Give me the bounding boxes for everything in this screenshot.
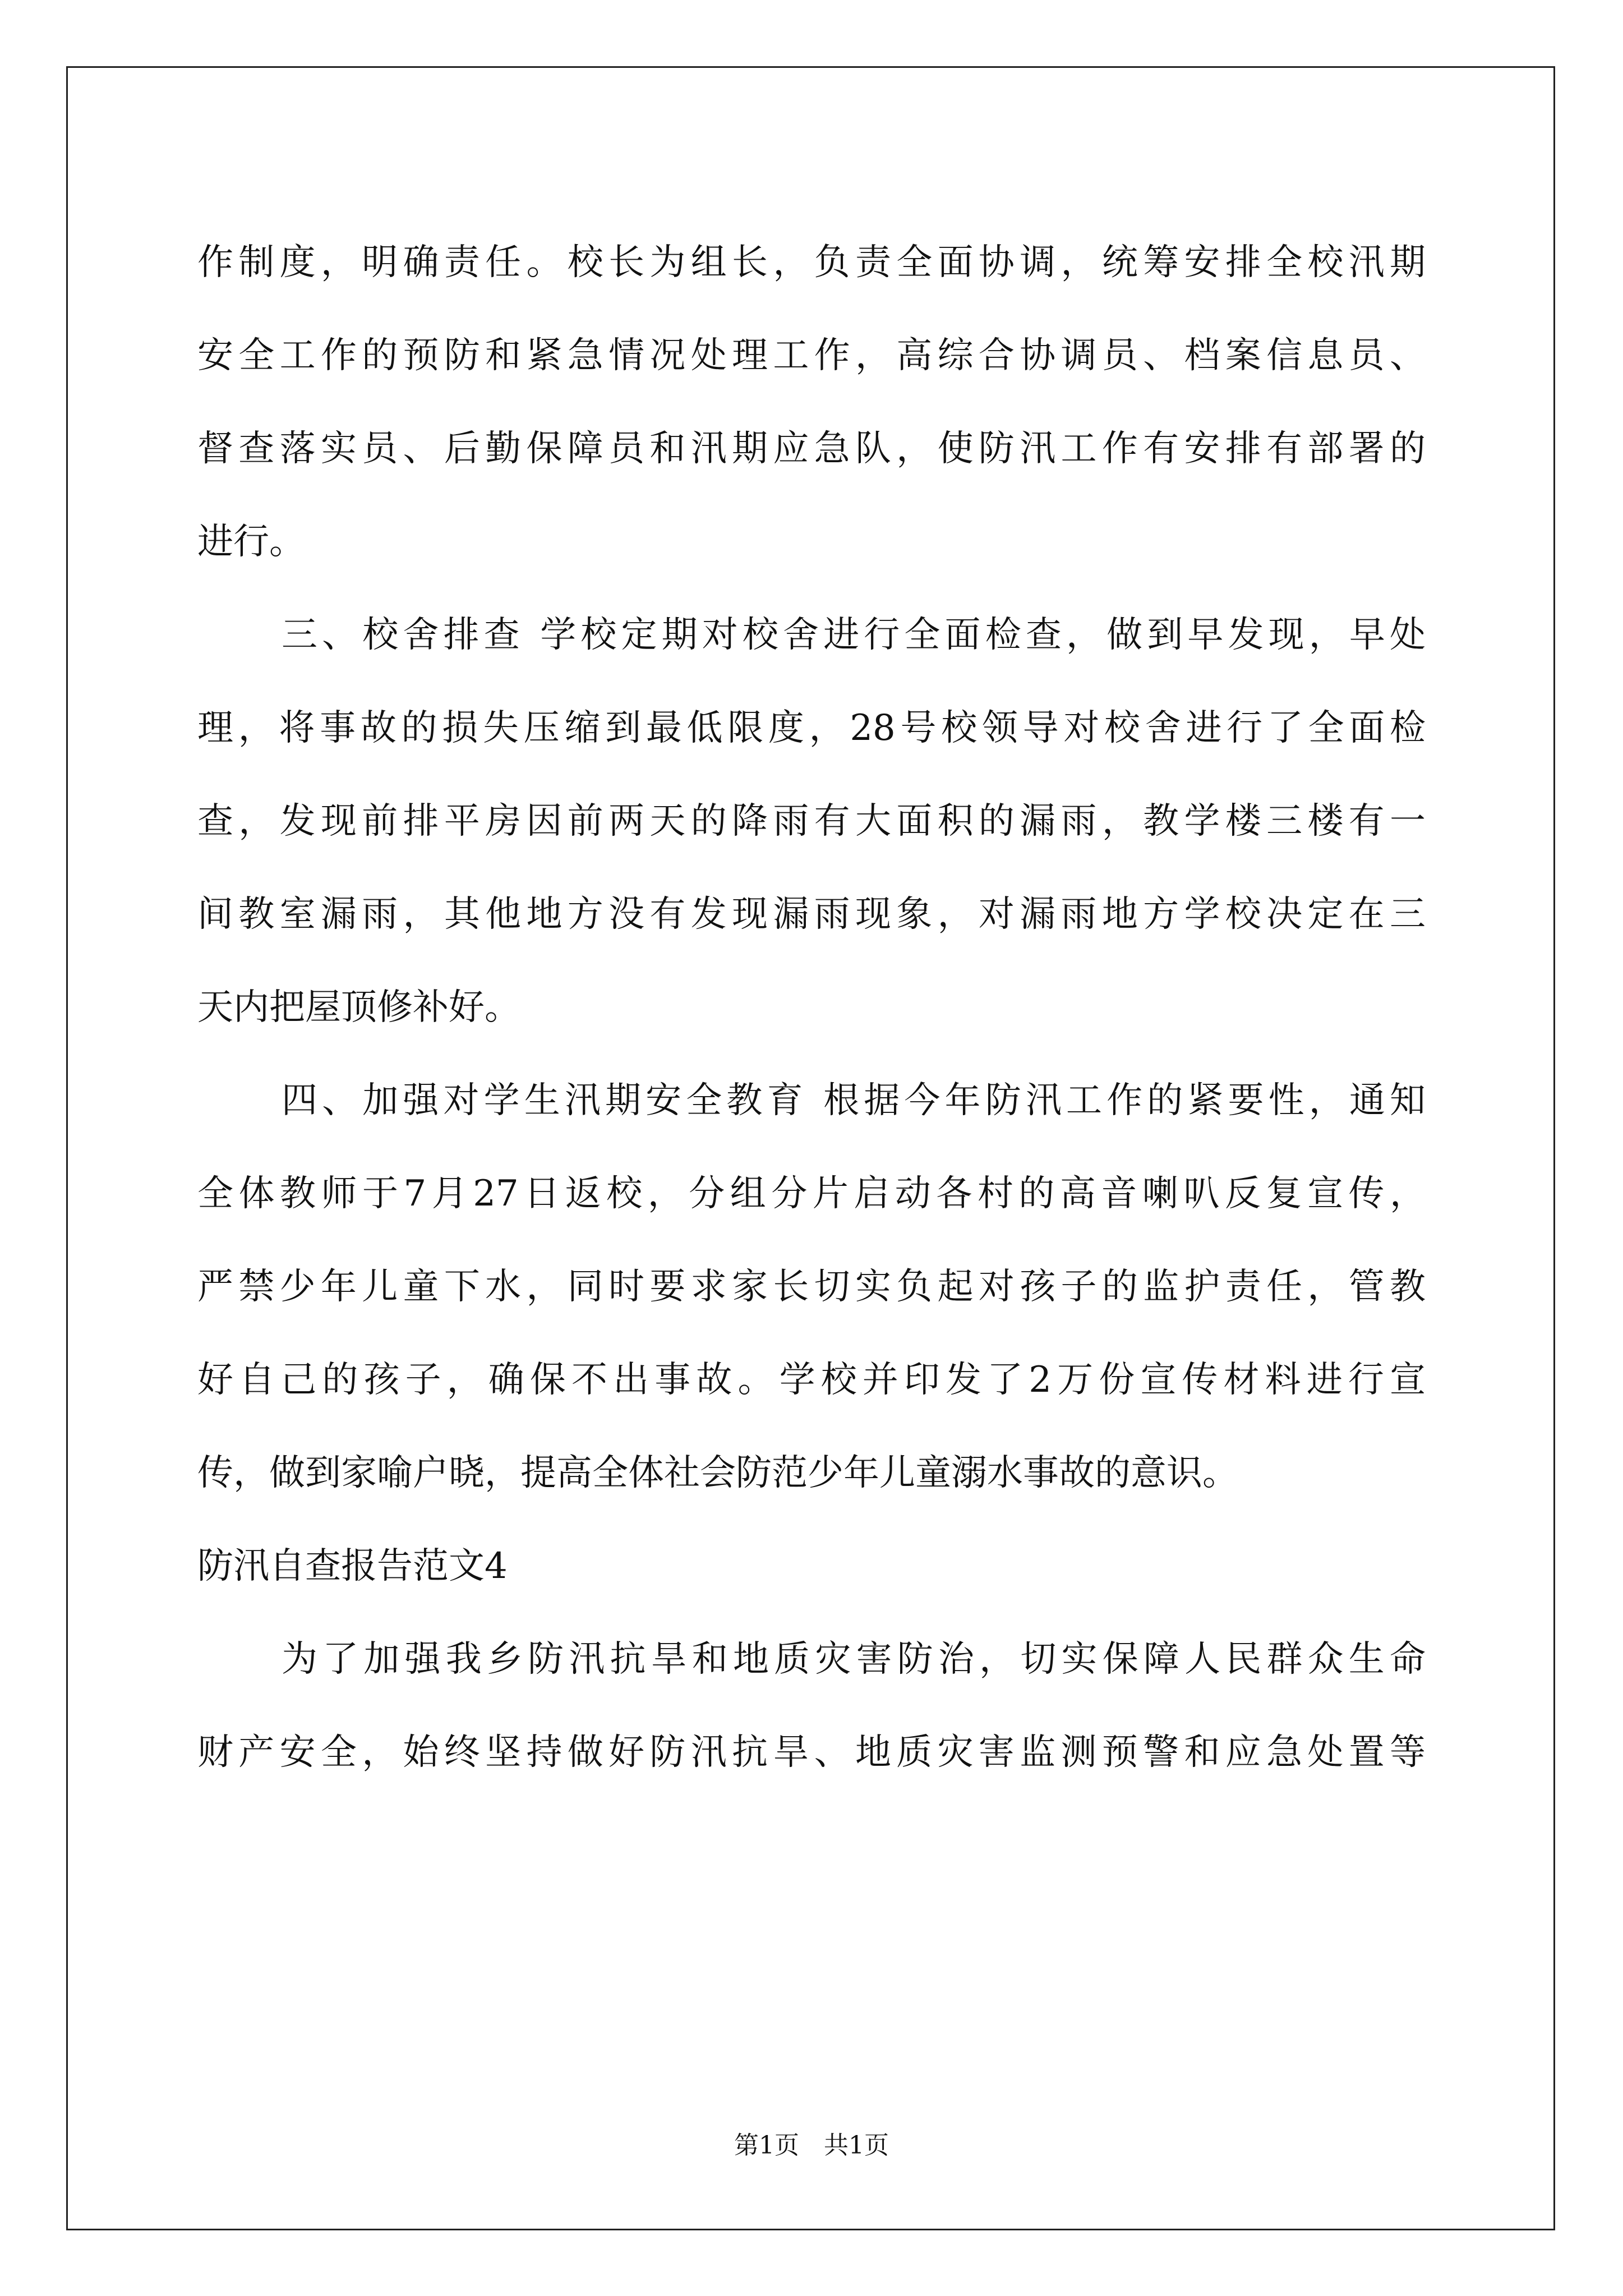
text-line: 督查落实员、后勤保障员和汛期应急队，使防汛工作有安排有部署的 xyxy=(197,428,1426,470)
text-line: 理，将事故的损失压缩到最低限度，28号校领导对校舍进行了全面检 xyxy=(197,707,1426,749)
text-line: 严禁少年儿童下水，同时要求家长切实负起对孩子的监护责任，管教 xyxy=(197,1266,1426,1308)
text-line: 天内把屋顶修补好。 xyxy=(197,987,520,1028)
text-line: 全体教师于7月27日返校，分组分片启动各村的高音喇叭反复宣传， xyxy=(197,1173,1426,1214)
document-body xyxy=(197,216,1426,1799)
text-line: 好自己的孩子，确保不出事故。学校并印发了2万份宣传材料进行宣 xyxy=(197,1359,1426,1401)
section-four-heading-line: 四、加强对学生汛期安全教育 根据今年防汛工作的紧要性，通知 xyxy=(282,1080,1426,1121)
text-line: 传，做到家喻户晓，提高全体社会防范少年儿童溺水事故的意识。 xyxy=(197,1452,1238,1494)
text-line: 为了加强我乡防汛抗旱和地质灾害防治，切实保障人民群众生命 xyxy=(282,1639,1426,1680)
section-title: 防汛自查报告范文4 xyxy=(197,1545,508,1587)
text-line: 财产安全，始终坚持做好防汛抗旱、地质灾害监测预警和应急处置等 xyxy=(197,1732,1426,1773)
text-line: 进行。 xyxy=(197,521,305,563)
text-line: 作制度，明确责任。校长为组长，负责全面协调，统筹安排全校汛期 xyxy=(197,242,1426,283)
page-number: 第1页 共1页 xyxy=(734,2131,889,2160)
text-line: 查，发现前排平房因前两天的降雨有大面积的漏雨，教学楼三楼有一 xyxy=(197,800,1426,842)
section-three-heading-line: 三、校舍排查 学校定期对校舍进行全面检查，做到早发现，早处 xyxy=(282,614,1426,656)
text-line: 间教室漏雨，其他地方没有发现漏雨现象，对漏雨地方学校决定在三 xyxy=(197,894,1426,935)
text-line: 安全工作的预防和紧急情况处理工作，高综合协调员、档案信息员、 xyxy=(197,335,1426,376)
